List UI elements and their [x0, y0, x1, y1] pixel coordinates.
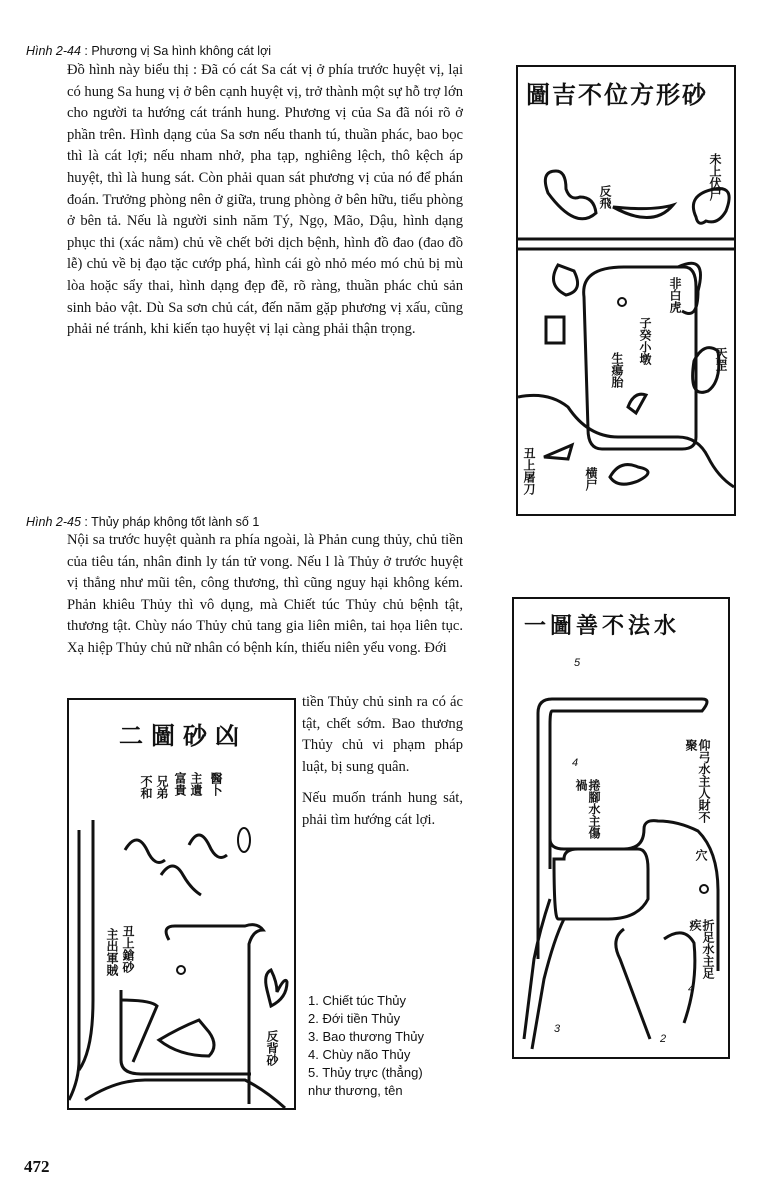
- hung-sa-drawing: [69, 700, 294, 1108]
- label-zhu-chu-jun-zei: 主出軍賊: [105, 928, 119, 976]
- paragraph-text-side-2: Nếu muốn tránh hung sát, phải tìm hướng cát lợi.: [302, 790, 463, 828]
- figure-label: Hình 2-45: [26, 515, 81, 529]
- label-chou-shang-qiang-sha: 丑上鎗砂: [121, 925, 135, 973]
- label-xiong-di: 兄弟: [155, 775, 169, 799]
- number-4-bottom: 4: [688, 983, 695, 995]
- label-bu-he: 不和: [139, 775, 153, 799]
- page-number: 472: [24, 1157, 50, 1176]
- legend-item-5-cont: như thương, tên: [308, 1083, 403, 1098]
- figure-caption-2-44: [26, 44, 271, 58]
- paragraph-text-side: tiền Thủy chủ sinh ra có ác tật, chết sớm. Bao thương Thủy chủ vi phạm pháp luật, bị sung quân.: [302, 694, 463, 775]
- body-paragraph-2-side: [302, 692, 463, 832]
- label-zhu-yi: 主遺: [189, 772, 203, 796]
- caption-separator: :: [80, 515, 92, 529]
- label-chou-shang: 丑上屠刀: [522, 447, 536, 495]
- label-wei-shang-fu-shi: 未上伏尸: [708, 153, 722, 201]
- legend-item-4: 4. Chùy não Thủy: [308, 1047, 411, 1062]
- label-sheng-yang: 生瘍胎: [610, 352, 624, 388]
- figure-legend: [308, 992, 424, 1100]
- label-fu-gui: 富貴: [173, 772, 187, 796]
- label-xue: 穴: [694, 849, 708, 861]
- figure-title: 圖吉不位方形砂: [526, 80, 708, 109]
- label-fan-bei-sha: 反背砂: [265, 1030, 279, 1066]
- legend-item-5: 5. Thủy trực (thẳng): [308, 1065, 423, 1080]
- figure-title: 二圖砂凶: [119, 721, 247, 750]
- label-zhe-zu-shui: 折足水主足疾: [688, 919, 715, 979]
- caption-title: Phương vị Sa hình không cát lợi: [91, 44, 272, 58]
- legend-item-1: 1. Chiết túc Thủy: [308, 993, 407, 1008]
- figure-caption-2-45: [26, 515, 259, 529]
- number-5: 5: [574, 657, 581, 669]
- label-yi-bu: 醫卜: [209, 772, 223, 796]
- label-fei-bai-hu: 非白虎: [668, 277, 682, 313]
- label-yang-gong-shui: 仰弓水主人財不聚: [684, 739, 711, 823]
- figure-title: 一圖善不法水: [524, 613, 681, 639]
- body-paragraph-2: [67, 530, 463, 660]
- label-juan-jiao-shui: 捲腳水主傷禍: [574, 779, 601, 839]
- figure-thuy-phap: [512, 597, 730, 1059]
- paragraph-text: Đồ hình này biểu thị : Đã có cát Sa cát vị ở phía trước huyệt vị, lại có hung Sa hung vị ở bên cạnh huyệt vị, trở thành một sự hỗ trợ lớn cho người ta hướng cát tránh hung. Phương vị của Sa đã nói rõ ở phần trên. Hình dạng của Sa sơn nếu thanh tú, thuần phác, bao bọc thì là cát lợi; nếu nham nhở, pha tạp, nghiêng lệch, thô kệch áp huyệt, thì là hung sát. Còn phải quan sát phương vị của nó để phán đoán. Trưởng phòng nên ở giữa, trung phòng ở bên hữu, tiểu phòng ở bên tả. Nếu là người sinh năm Tý, Ngọ, Mão, Dậu, hình dạng phục thi (xác nằm) chủ về chết bởi dịch bệnh, hình đồ đao (đao đồ lễ) chủ về bị đạo tặc cướp phá, hình cái gò nhỏ méo mó chủ bị mù lòa hoặc sẩy thai, hình dạng đẹp đẽ, rõ ràng, thuần phác chủ sản sinh bảo vật. Dù Sa sơn chủ cát, đến năm gặp phương vị xấu, cũng phải né tránh, khi kiến tạo huyệt vị lại càng phải thận trọng.: [67, 62, 463, 338]
- caption-title: Thủy pháp không tốt lành số 1: [91, 515, 260, 529]
- number-3: 3: [554, 1023, 561, 1035]
- label-tian-gang: 天罡: [714, 347, 728, 371]
- label-fan-fei: 反飛: [598, 185, 612, 209]
- number-2: 2: [660, 1033, 667, 1045]
- body-paragraph-1: [67, 60, 463, 341]
- paragraph-text: Nội sa trước huyệt quành ra phía ngoài, là Phản cung thủy, chủ tiền của tiêu tán, nhân đinh ly tán tử vong. Nếu l là Thủy ở trước huyệt vị thẳng như mũi tên, công thương, thì cũng nguy hại không kém. Phản khiêu Thủy thì vô dụng, mà Chiết túc Thủy chủ bệnh tật, thương tật. Chùy náo Thủy chủ tang gia liên miên, tai họa liên tục. Xạ hiệp Thủy chủ nữ nhân có bệnh kín, thiếu niên yểu vong. Đới: [67, 532, 463, 656]
- number-4-top: 4: [572, 757, 579, 769]
- caption-separator: :: [80, 44, 92, 58]
- sa-map-drawing: [518, 67, 734, 514]
- figure-label: Hình 2-44: [26, 44, 81, 58]
- label-heng-shi: 横尸: [584, 467, 598, 491]
- label-zi-gui: 子癸小墩: [638, 317, 652, 365]
- legend-item-2: 2. Đới tiền Thủy: [308, 1011, 401, 1026]
- figure-sa-hinh: [516, 65, 736, 516]
- figure-hung-sa: [67, 698, 296, 1110]
- legend-item-3: 3. Bao thương Thủy: [308, 1029, 425, 1044]
